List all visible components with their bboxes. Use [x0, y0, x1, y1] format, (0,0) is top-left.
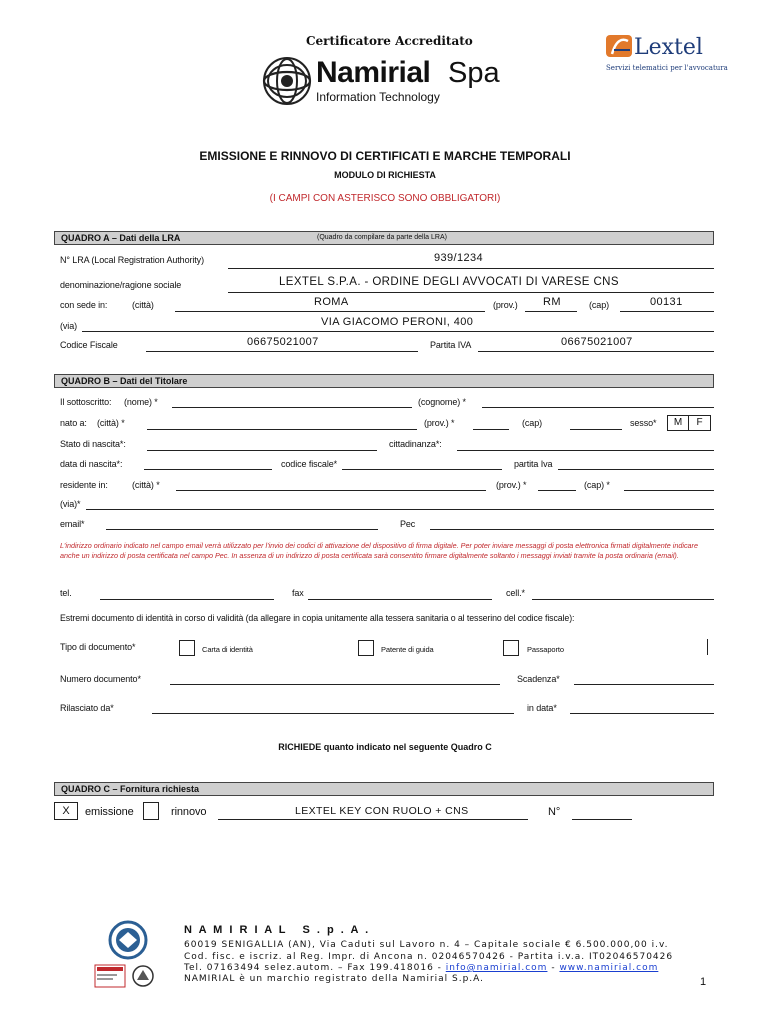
- cittadinanza-label: cittadinanza*:: [389, 439, 442, 449]
- footer-separator: -: [547, 963, 560, 973]
- email-field[interactable]: [106, 529, 378, 530]
- cognome-field[interactable]: [482, 407, 714, 408]
- emissione-checkbox[interactable]: [54, 802, 78, 820]
- richiede-text: RICHIEDE quanto indicato nel seguente Quadro C: [278, 742, 492, 752]
- residente-cap-label: (cap) *: [584, 480, 610, 490]
- numero-doc-field[interactable]: [170, 684, 500, 685]
- citta-line: [175, 311, 485, 312]
- residente-citta-field[interactable]: [176, 490, 486, 491]
- nato-citta-field[interactable]: [147, 429, 417, 430]
- partita-iva-label: partita Iva: [514, 459, 553, 469]
- partita-iva-field[interactable]: [558, 469, 714, 470]
- namirial-brand: Namirial: [316, 56, 431, 89]
- piva-line: [478, 351, 714, 352]
- estremi-label: Estremi documento di identità in corso di validità (da allegare in copia unitamente alla tessera sanitaria o al tesserino del codice fiscale):: [60, 613, 575, 623]
- cell-label: cell.*: [506, 588, 525, 598]
- in-data-field[interactable]: [570, 713, 714, 714]
- cell-field[interactable]: [532, 599, 714, 600]
- lextel-sub: Servizi telematici per l'avvocatura: [606, 64, 728, 72]
- form-subtitle: MODULO DI RICHIESTA: [334, 170, 436, 180]
- codice-fiscale-label: codice fiscale*: [281, 459, 338, 469]
- sesso-label: sesso*: [630, 418, 657, 428]
- sottoscritto-label: Il sottoscritto:: [60, 397, 112, 407]
- accreditation-badge-icon: [94, 964, 160, 988]
- rilasciato-label: Rilasciato da*: [60, 703, 114, 713]
- passaporto-label: Passaporto: [527, 645, 564, 654]
- namirial-globe-icon: [262, 56, 312, 106]
- rinnovo-checkbox[interactable]: [143, 802, 159, 820]
- residente-prov-field[interactable]: [538, 490, 576, 491]
- fax-field[interactable]: [308, 599, 492, 600]
- nato-prov-field[interactable]: [473, 429, 509, 430]
- fax-label: fax: [292, 588, 304, 598]
- prov-line: [525, 311, 577, 312]
- data-nascita-field[interactable]: [144, 469, 272, 470]
- footer-company: N A M I R I A L S . p . A .: [184, 924, 371, 936]
- email-label: email*: [60, 519, 85, 529]
- tipo-doc-divider: [707, 639, 708, 655]
- namirial-spa: Spa: [448, 57, 500, 89]
- quadro-c-title: QUADRO C – Fornitura richiesta: [61, 784, 200, 794]
- footer-email-link[interactable]: info@namirial.com: [445, 963, 548, 973]
- lra-line: [228, 268, 714, 269]
- nome-field[interactable]: [172, 407, 412, 408]
- emissione-mark: X: [62, 805, 70, 817]
- via-b-label: (via)*: [60, 499, 81, 509]
- scadenza-field[interactable]: [574, 684, 714, 685]
- cert-label: Certificatore Accreditato: [306, 34, 473, 48]
- citta-field[interactable]: ROMA: [314, 296, 349, 308]
- quadro-b-bar: [54, 374, 714, 388]
- stato-nascita-label: Stato di nascita*:: [60, 439, 126, 449]
- tel-field[interactable]: [100, 599, 274, 600]
- rilasciato-field[interactable]: [152, 713, 514, 714]
- denom-field[interactable]: LEXTEL S.P.A. - ORDINE DEGLI AVVOCATI DI VARESE CNS: [279, 276, 619, 288]
- quadro-c-bar: [54, 782, 714, 796]
- scadenza-label: Scadenza*: [517, 674, 560, 684]
- cf-label: Codice Fiscale: [60, 340, 118, 350]
- residente-label: residente in:: [60, 480, 108, 490]
- numero-label: N°: [548, 806, 561, 818]
- sesso-m-label: M: [673, 417, 683, 428]
- prov-field[interactable]: RM: [543, 296, 561, 308]
- sede-label: con sede in:: [60, 300, 108, 310]
- residente-cap-field[interactable]: [624, 490, 714, 491]
- patente-label: Patente di guida: [381, 645, 434, 654]
- cf-line: [146, 351, 418, 352]
- quadro-a-title: QUADRO A – Dati della LRA: [61, 233, 181, 243]
- pec-field[interactable]: [430, 529, 714, 530]
- iso-certification-logo: [94, 920, 160, 990]
- form-title: EMISSIONE E RINNOVO DI CERTIFICATI E MARCHE TEMPORALI: [199, 149, 571, 163]
- numero-field[interactable]: [572, 819, 632, 820]
- cap-line: [620, 311, 714, 312]
- email-notice: L'indirizzo ordinario indicato nel campo email verrà utilizzato per l'invio dei codici di attivazione del dispositivo di firma digitale. Per poter inviare messaggi di posta elettronica firmati digitalmente indicare anche un indirizzo di posta certificata nel campo Pec. In assenza di un indirizzo di posta certificata sarà consentito firmare digitalmente soltanto i messaggi inviati tramite la posta ordinaria (email).: [60, 541, 698, 560]
- footer-fiscal: Cod. fisc. e iscriz. al Reg. Impr. di Ancona n. 02046570426 - Partita i.v.a. IT02046570426: [184, 952, 674, 962]
- cognome-label: (cognome) *: [418, 397, 466, 407]
- footer-contacts: [184, 963, 658, 973]
- tel-label: tel.: [60, 588, 72, 598]
- lra-field[interactable]: 939/1234: [434, 252, 484, 264]
- via-b-field[interactable]: [86, 509, 714, 510]
- footer-address: 60019 SENIGALLIA (AN), Via Caduti sul Lavoro n. 4 – Capitale sociale € 6.500.000,00 i.v.: [184, 940, 669, 950]
- namirial-logo: [262, 56, 502, 106]
- lra-label: N° LRA (Local Registration Authority): [60, 255, 204, 265]
- emissione-label: emissione: [85, 806, 134, 818]
- quadro-a-note: (Quadro da compilare da parte della LRA): [317, 234, 447, 241]
- cf-field[interactable]: 06675021007: [247, 336, 319, 348]
- sesso-f-label: F: [696, 417, 703, 428]
- codice-fiscale-field[interactable]: [342, 469, 502, 470]
- sesso-f-box[interactable]: [689, 415, 711, 431]
- page-number: 1: [700, 976, 707, 988]
- residente-prov-label: (prov.) *: [496, 480, 527, 490]
- pec-label: Pec: [400, 519, 416, 529]
- via-field[interactable]: VIA GIACOMO PERONI, 400: [321, 316, 474, 328]
- nato-citta-label: (città) *: [97, 418, 125, 428]
- carta-checkbox[interactable]: [179, 640, 195, 656]
- carta-label: Carta di identità: [202, 645, 253, 654]
- cap-label: (cap): [589, 300, 610, 310]
- patente-checkbox[interactable]: [358, 640, 374, 656]
- nome-label: (nome) *: [124, 397, 158, 407]
- cittadinanza-field[interactable]: [457, 450, 714, 451]
- product-line: [218, 819, 528, 820]
- product-field[interactable]: LEXTEL KEY CON RUOLO + CNS: [295, 805, 469, 817]
- nato-prov-label: (prov.) *: [424, 418, 455, 428]
- footer-tel-fax: Tel. 07163494 selez.autom. – Fax 199.418016 -: [184, 963, 446, 973]
- via-line: [82, 331, 714, 332]
- tipo-doc-label: Tipo di documento*: [60, 642, 136, 652]
- numero-doc-label: Numero documento*: [60, 674, 141, 684]
- passaporto-checkbox[interactable]: [503, 640, 519, 656]
- prov-label: (prov.): [493, 300, 518, 310]
- residente-citta-label: (città) *: [132, 480, 160, 490]
- lextel-logo: [600, 32, 728, 78]
- footer-trademark: NAMIRIAL è un marchio registrato della Namirial S.p.A.: [184, 974, 485, 984]
- rinnovo-label: rinnovo: [171, 806, 207, 818]
- lextel-brand: Lextel: [634, 35, 703, 60]
- citta-label: (città): [132, 300, 154, 310]
- mandatory-note: (I CAMPI CON ASTERISCO SONO OBBLIGATORI): [269, 193, 501, 204]
- piva-field[interactable]: 06675021007: [561, 336, 633, 348]
- stato-nascita-field[interactable]: [147, 450, 377, 451]
- sesso-m-box[interactable]: [667, 415, 689, 431]
- piva-label: Partita IVA: [430, 340, 472, 350]
- via-label: (via): [60, 321, 77, 331]
- nato-label: nato a:: [60, 418, 87, 428]
- in-data-label: in data*: [527, 703, 557, 713]
- footer-web-link[interactable]: www.namirial.com: [559, 963, 659, 973]
- namirial-sub: Information Technology: [316, 90, 440, 104]
- nato-cap-field[interactable]: [570, 429, 622, 430]
- cap-field[interactable]: 00131: [650, 296, 683, 308]
- denom-label: denominazione/ragione sociale: [60, 280, 182, 290]
- quadro-b-title: QUADRO B – Dati del Titolare: [61, 376, 188, 386]
- certification-seal-icon: [108, 920, 148, 962]
- denom-line: [228, 292, 714, 293]
- quadro-a-bar: [54, 231, 714, 245]
- data-nascita-label: data di nascita*:: [60, 459, 123, 469]
- nato-cap-label: (cap): [522, 418, 543, 428]
